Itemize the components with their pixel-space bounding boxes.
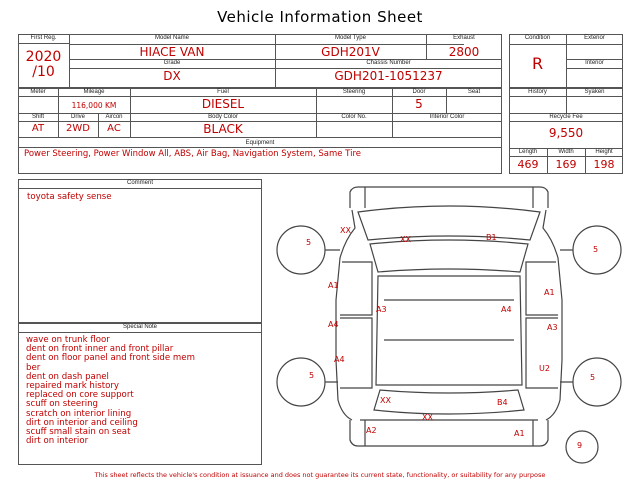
damage-mark: XX (400, 235, 411, 244)
damage-mark: 5 (306, 238, 312, 247)
damage-mark: U2 (539, 364, 550, 373)
fuel-value: DIESEL (201, 97, 245, 111)
damage-mark: XX (422, 413, 433, 422)
fuel-label: Fuel (217, 89, 229, 95)
aircon-label: Aircon (105, 114, 123, 120)
special-note-line: ber (26, 362, 41, 373)
shift-value: AT (31, 123, 45, 134)
damage-mark: A4 (501, 305, 512, 314)
special-note-label: Special Note (122, 324, 158, 330)
special-note-line: scratch on interior lining (26, 408, 132, 419)
model-type-label: Model Type (335, 35, 366, 41)
first-reg-month: /10 (32, 64, 55, 80)
grade-value: DX (163, 69, 181, 83)
drive-value: 2WD (66, 123, 90, 134)
drive-label: Drive (70, 114, 85, 120)
exhaust-value: 2800 (448, 45, 480, 59)
damage-mark: A1 (514, 429, 525, 438)
damage-mark: A1 (328, 281, 339, 290)
special-note-list (26, 336, 195, 446)
special-note-line: dent on front inner and front pillar (26, 344, 174, 355)
special-note-line: wave on trunk floor (26, 335, 110, 345)
first-reg-label: First Reg. (30, 35, 57, 41)
damage-mark: 5 (593, 245, 599, 254)
special-note-line: dirt on interior (26, 436, 89, 447)
seat-label: Seat (467, 89, 481, 95)
mileage-value: 116,000 KM (71, 101, 117, 110)
grade-label: Grade (163, 60, 181, 66)
interior-color-label: Interior Color (429, 114, 465, 120)
vehicle-damage-diagram (268, 180, 628, 470)
damage-mark: XX (380, 396, 391, 405)
damage-mark: A4 (334, 355, 345, 364)
height-value: 198 (593, 158, 615, 171)
syaken-label: Syaken (584, 89, 605, 95)
damage-mark: 5 (590, 373, 596, 382)
condition-label: Condition (524, 35, 551, 41)
comment-label: Comment (126, 180, 153, 186)
special-note-line: dent on dash panel (26, 371, 109, 382)
body-color-value: BLACK (203, 122, 243, 136)
sheet-title: Vehicle Information Sheet (217, 8, 423, 26)
equipment-label: Equipment (245, 140, 275, 146)
damage-mark: A1 (544, 288, 555, 297)
special-note-line: dirt on interior and ceiling (26, 417, 138, 428)
damage-mark: B4 (497, 398, 508, 407)
special-note-line: repaired mark history (26, 381, 119, 392)
width-value: 169 (555, 158, 577, 171)
damage-mark: A2 (366, 426, 377, 435)
recycle-fee-label: Recycle Fee (549, 114, 583, 120)
height-label: Height (595, 149, 613, 155)
length-label: Length (518, 149, 538, 155)
comment-text: toyota safety sense (27, 192, 112, 202)
damage-mark: 5 (309, 371, 315, 380)
disclaimer-footer: This sheet reflects the vehicle's condition at issuance and does not guarantee its current state, functionality, or suitability for any purpose (94, 471, 546, 479)
special-note-line: replaced on core support (26, 390, 134, 401)
width-label: Width (558, 149, 574, 155)
mileage-label: Mileage (83, 89, 105, 95)
special-note-line: scuff on steering (26, 399, 98, 410)
model-type-value: GDH201V (321, 45, 380, 59)
meter-label: Meter (30, 89, 46, 95)
condition-grade: R (531, 54, 544, 73)
history-label: History (528, 89, 547, 95)
color-no-label: Color No. (341, 114, 367, 120)
damage-mark: A3 (376, 305, 387, 314)
length-value: 469 (517, 158, 539, 171)
model-name-value: HIACE VAN (139, 45, 205, 59)
chassis-number-value: GDH201-1051237 (334, 69, 443, 83)
shift-label: Shift (31, 114, 44, 120)
exhaust-label: Exhaust (453, 35, 475, 41)
body-color-label: Body Color (208, 114, 238, 120)
damage-mark: A3 (547, 323, 558, 332)
damage-mark: A4 (328, 320, 339, 329)
special-note-line: scuff small stain on seat (26, 427, 131, 438)
first-reg-year: 2020 (25, 49, 62, 65)
interior-label: Interior (585, 60, 604, 66)
recycle-fee-value: 9,550 (548, 126, 584, 140)
special-note-line: dent on floor panel and front side mem (26, 353, 195, 364)
door-label: Door (412, 89, 426, 95)
damage-mark: XX (340, 226, 351, 235)
door-value: 5 (415, 97, 423, 111)
exterior-label: Exterior (584, 35, 605, 41)
steering-label: Steering (342, 89, 366, 95)
damage-mark: B1 (486, 233, 497, 242)
damage-mark: 9 (577, 441, 583, 450)
equipment-value: Power Steering, Power Window All, ABS, Air Bag, Navigation System, Same Tire (24, 149, 361, 159)
model-name-label: Model Name (154, 35, 189, 41)
aircon-value: AC (107, 123, 121, 134)
chassis-number-label: Chassis Number (366, 60, 411, 66)
